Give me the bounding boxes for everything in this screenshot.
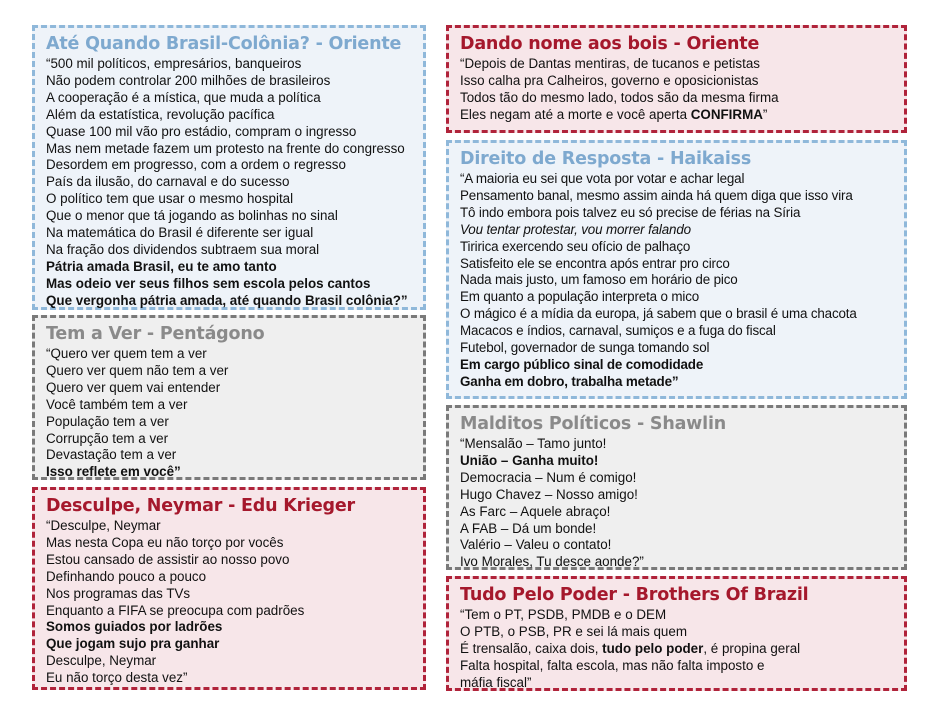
lyric-line: Ivo Morales, Tu desce aonde?” <box>460 554 644 570</box>
lyric-line: Pensamento banal, mesmo assim ainda há quem diga que isso vira <box>460 187 853 203</box>
lyric-text-bold: tudo pelo poder <box>602 640 704 656</box>
lyric-line: Hugo Chavez – Nosso amigo! <box>460 486 638 502</box>
lyric-line: Isso calha pra Calheiros, governo e oposicionistas <box>460 72 759 88</box>
lyric-line: Eu não torço desta vez” <box>46 670 188 686</box>
lyric-line: Macacos e índios, carnaval, sumiços e a fuga do fiscal <box>460 323 776 339</box>
lyric-line: Tiririca exercendo seu ofício de palhaço <box>460 238 691 254</box>
box-title: Malditos Políticos - Shawlin <box>460 414 727 434</box>
lyric-line: Quase 100 mil vão pro estádio, compram o ingresso <box>46 123 357 139</box>
lyric-text: ” <box>762 106 768 122</box>
lyric-line: Devastação tem a ver <box>46 447 177 463</box>
lyric-line: “Quero ver quem tem a ver <box>46 346 207 361</box>
box-title: Dando nome aos bois - Oriente <box>460 34 760 54</box>
lyric-line-bold: Em cargo público sinal de comodidade <box>460 356 704 372</box>
lyric-line: População tem a ver <box>46 413 169 429</box>
lyric-line: Em quanto a população interpreta o mico <box>460 289 700 305</box>
lyric-line: Na matemática do Brasil é diferente ser igual <box>46 225 314 241</box>
lyric-line: Todos tão do mesmo lado, todos são da mesma firma <box>460 89 779 105</box>
lyric-line: A FAB – Dá um bonde! <box>460 520 597 536</box>
lyric-line-bold: Que vergonha pátria amada, até quando Brasil colônia?” <box>46 292 408 308</box>
lyric-line: Que o menor que tá jogando as bolinhas no sinal <box>46 208 338 224</box>
lyrics-box-ate-quando <box>32 25 426 310</box>
lyrics-box-desculpe-neymar <box>32 487 426 690</box>
lyric-line-bold: Isso reflete em você” <box>46 464 181 480</box>
lyric-line: País da ilusão, do carnaval e do sucesso <box>46 174 290 190</box>
lyric-line: “Desculpe, Neymar <box>46 518 161 533</box>
lyric-line: máfia fiscal” <box>460 674 532 690</box>
lyric-line: Valério – Valeu o contato! <box>460 537 612 553</box>
lyrics-box-malditos-politicos <box>446 405 907 570</box>
lyric-line: “500 mil políticos, empresários, banqueiros <box>46 56 302 71</box>
lyric-line: Tô indo embora pois talvez eu só precise de férias na Síria <box>460 204 801 220</box>
lyric-line: Não podem controlar 200 milhões de brasileiros <box>46 72 331 88</box>
lyric-text: Eles negam até a morte e você aperta <box>460 106 691 122</box>
lyric-line: O PTB, o PSB, PR e sei lá mais quem <box>460 623 687 639</box>
lyric-line: Na fração dos dividendos subtraem sua moral <box>46 241 320 257</box>
lyric-line-italic: Vou tentar protestar, vou morrer falando <box>460 221 691 237</box>
lyric-line: O mágico é a mídia da europa, já sabem que o brasil é uma chacota <box>460 306 857 322</box>
lyric-line: Desculpe, Neymar <box>46 653 157 669</box>
lyric-line: Você também tem a ver <box>46 396 188 412</box>
lyric-line: Falta hospital, falta escola, mas não falta imposto e <box>460 657 765 673</box>
lyric-line: Futebol, governador de sunga tomando sol <box>460 340 710 356</box>
lyric-line: A cooperação é a mística, que muda a política <box>46 89 321 105</box>
box-title: Tudo Pelo Poder - Brothers Of Brazil <box>460 585 809 605</box>
lyrics-box-direito-de-resposta <box>446 140 907 399</box>
lyric-text-bold: CONFIRMA <box>690 106 763 122</box>
lyric-line: “Mensalão – Tamo junto! <box>460 436 607 451</box>
lyric-line-bold: Somos guiados por ladrões <box>46 619 223 635</box>
lyric-line-bold: Pátria amada Brasil, eu te amo tanto <box>46 258 277 274</box>
lyric-line: “A maioria eu sei que vota por votar e achar legal <box>460 171 745 186</box>
lyrics-box-dando-nome-aos-bois <box>446 25 907 133</box>
box-title: Tem a Ver - Pentágono <box>46 324 265 344</box>
lyric-line: Mas nem metade fazem um protesto na frente do congresso <box>46 140 405 156</box>
lyric-line: As Farc – Aquele abraço! <box>460 503 611 519</box>
lyric-line: Mas nesta Copa eu não torço por vocês <box>46 534 284 550</box>
lyric-line: “Tem o PT, PSDB, PMDB e o DEM <box>460 607 667 622</box>
box-title: Desculpe, Neymar - Edu Krieger <box>46 496 355 516</box>
lyric-line: Enquanto a FIFA se preocupa com padrões <box>46 602 305 618</box>
lyric-line: O político tem que usar o mesmo hospital <box>46 191 294 207</box>
lyric-line: Corrupção tem a ver <box>46 430 169 446</box>
lyric-line: Democracia – Num é comigo! <box>460 469 637 485</box>
lyric-line: Além da estatística, revolução pacífica <box>46 106 275 122</box>
lyric-line: Definhando pouco a pouco <box>46 568 207 584</box>
lyric-text: , é propina geral <box>703 640 801 656</box>
lyrics-box-tudo-pelo-poder <box>446 576 907 691</box>
lyric-line: Satisfeito ele se encontra após entrar pro circo <box>460 255 730 271</box>
lyric-line: Desordem em progresso, com a ordem o regresso <box>46 157 346 173</box>
lyric-line <box>460 107 893 124</box>
lyric-line-bold: Que jogam sujo pra ganhar <box>46 636 220 652</box>
box-title: Direito de Resposta - Haikaiss <box>460 149 752 169</box>
lyric-line: Nada mais justo, um famoso em horário de pico <box>460 272 738 288</box>
lyric-line-bold: União – Ganha muito! <box>460 452 599 468</box>
lyrics-box-tem-a-ver <box>32 315 426 480</box>
lyric-line-bold: Ganha em dobro, trabalha metade” <box>460 373 679 389</box>
lyric-line: Quero ver quem não tem a ver <box>46 362 229 378</box>
lyric-line: “Depois de Dantas mentiras, de tucanos e petistas <box>460 56 760 71</box>
lyric-line: Estou cansado de assistir ao nosso povo <box>46 551 290 567</box>
lyric-text: É trensalão, caixa dois, <box>460 640 603 656</box>
lyric-line <box>460 641 893 658</box>
lyric-line: Quero ver quem vai entender <box>46 379 221 395</box>
lyric-line-bold: Mas odeio ver seus filhos sem escola pelos cantos <box>46 275 371 291</box>
lyric-line: Nos programas das TVs <box>46 585 191 601</box>
box-title: Até Quando Brasil-Colônia? - Oriente <box>46 34 402 54</box>
